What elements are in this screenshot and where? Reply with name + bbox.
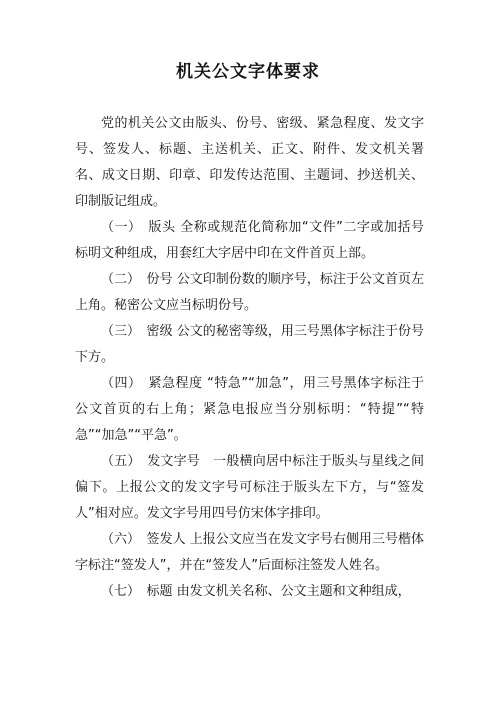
section-copy-number: [75, 267, 424, 319]
section-text: 一般横向居中标注于版头与星线之间偏下。上报公文的发文字号可标注于版头左下方，与“签发人”相对应。发文字号用四号仿宋体字排印。: [75, 454, 424, 521]
intro-paragraph: [75, 111, 424, 215]
section-text: 公文的秘密等级，用三号黑体字标注于份号下方。: [75, 324, 424, 365]
section-document-number: [75, 449, 424, 527]
section-text: 由发文机关名称、公文主题和文种组成，: [172, 584, 411, 599]
section-signer: [75, 527, 424, 579]
document-body: [75, 111, 424, 605]
section-heading: （一） 版头: [101, 220, 176, 235]
section-heading: （二） 份号: [101, 272, 173, 287]
section-heading: （六） 签发人: [101, 532, 186, 547]
section-heading: （七） 标题: [101, 584, 173, 599]
section-urgency: [75, 371, 424, 449]
section-heading: （三） 密级: [101, 324, 173, 339]
section-heading: （五） 发文字号: [101, 454, 200, 469]
page-title: 机关公文字体要求: [176, 62, 320, 82]
section-text: 公文印制份数的顺序号，标注于公文首页左上角。秘密公文应当标明份号。: [75, 272, 424, 313]
section-masthead: [75, 215, 424, 267]
section-heading: （四） 紧急程度: [101, 376, 203, 391]
section-text: 全称或规范化简称加“文件”二字或加括号标明文种组成，用套红大字居中印在文件首页上部。: [75, 220, 424, 261]
section-text: 上报公文应当在发文字号右侧用三号楷体字标注“签发人”，并在“签发人”后面标注签发人姓名。: [75, 532, 424, 573]
section-text: “特急”“加急”，用三号黑体字标注于公文首页的右上角；紧急电报应当分别标明：“特提”“特急”“加急”“平急”。: [75, 376, 424, 443]
paragraph-text: 党的机关公文由版头、份号、密级、紧急程度、发文字号、签发人、标题、主送机关、正文、附件、发文机关署名、成文日期、印章、印发传达范围、主题词、抄送机关、印制版记组成。: [75, 116, 424, 209]
section-classification: [75, 319, 424, 371]
section-title: [75, 579, 424, 605]
